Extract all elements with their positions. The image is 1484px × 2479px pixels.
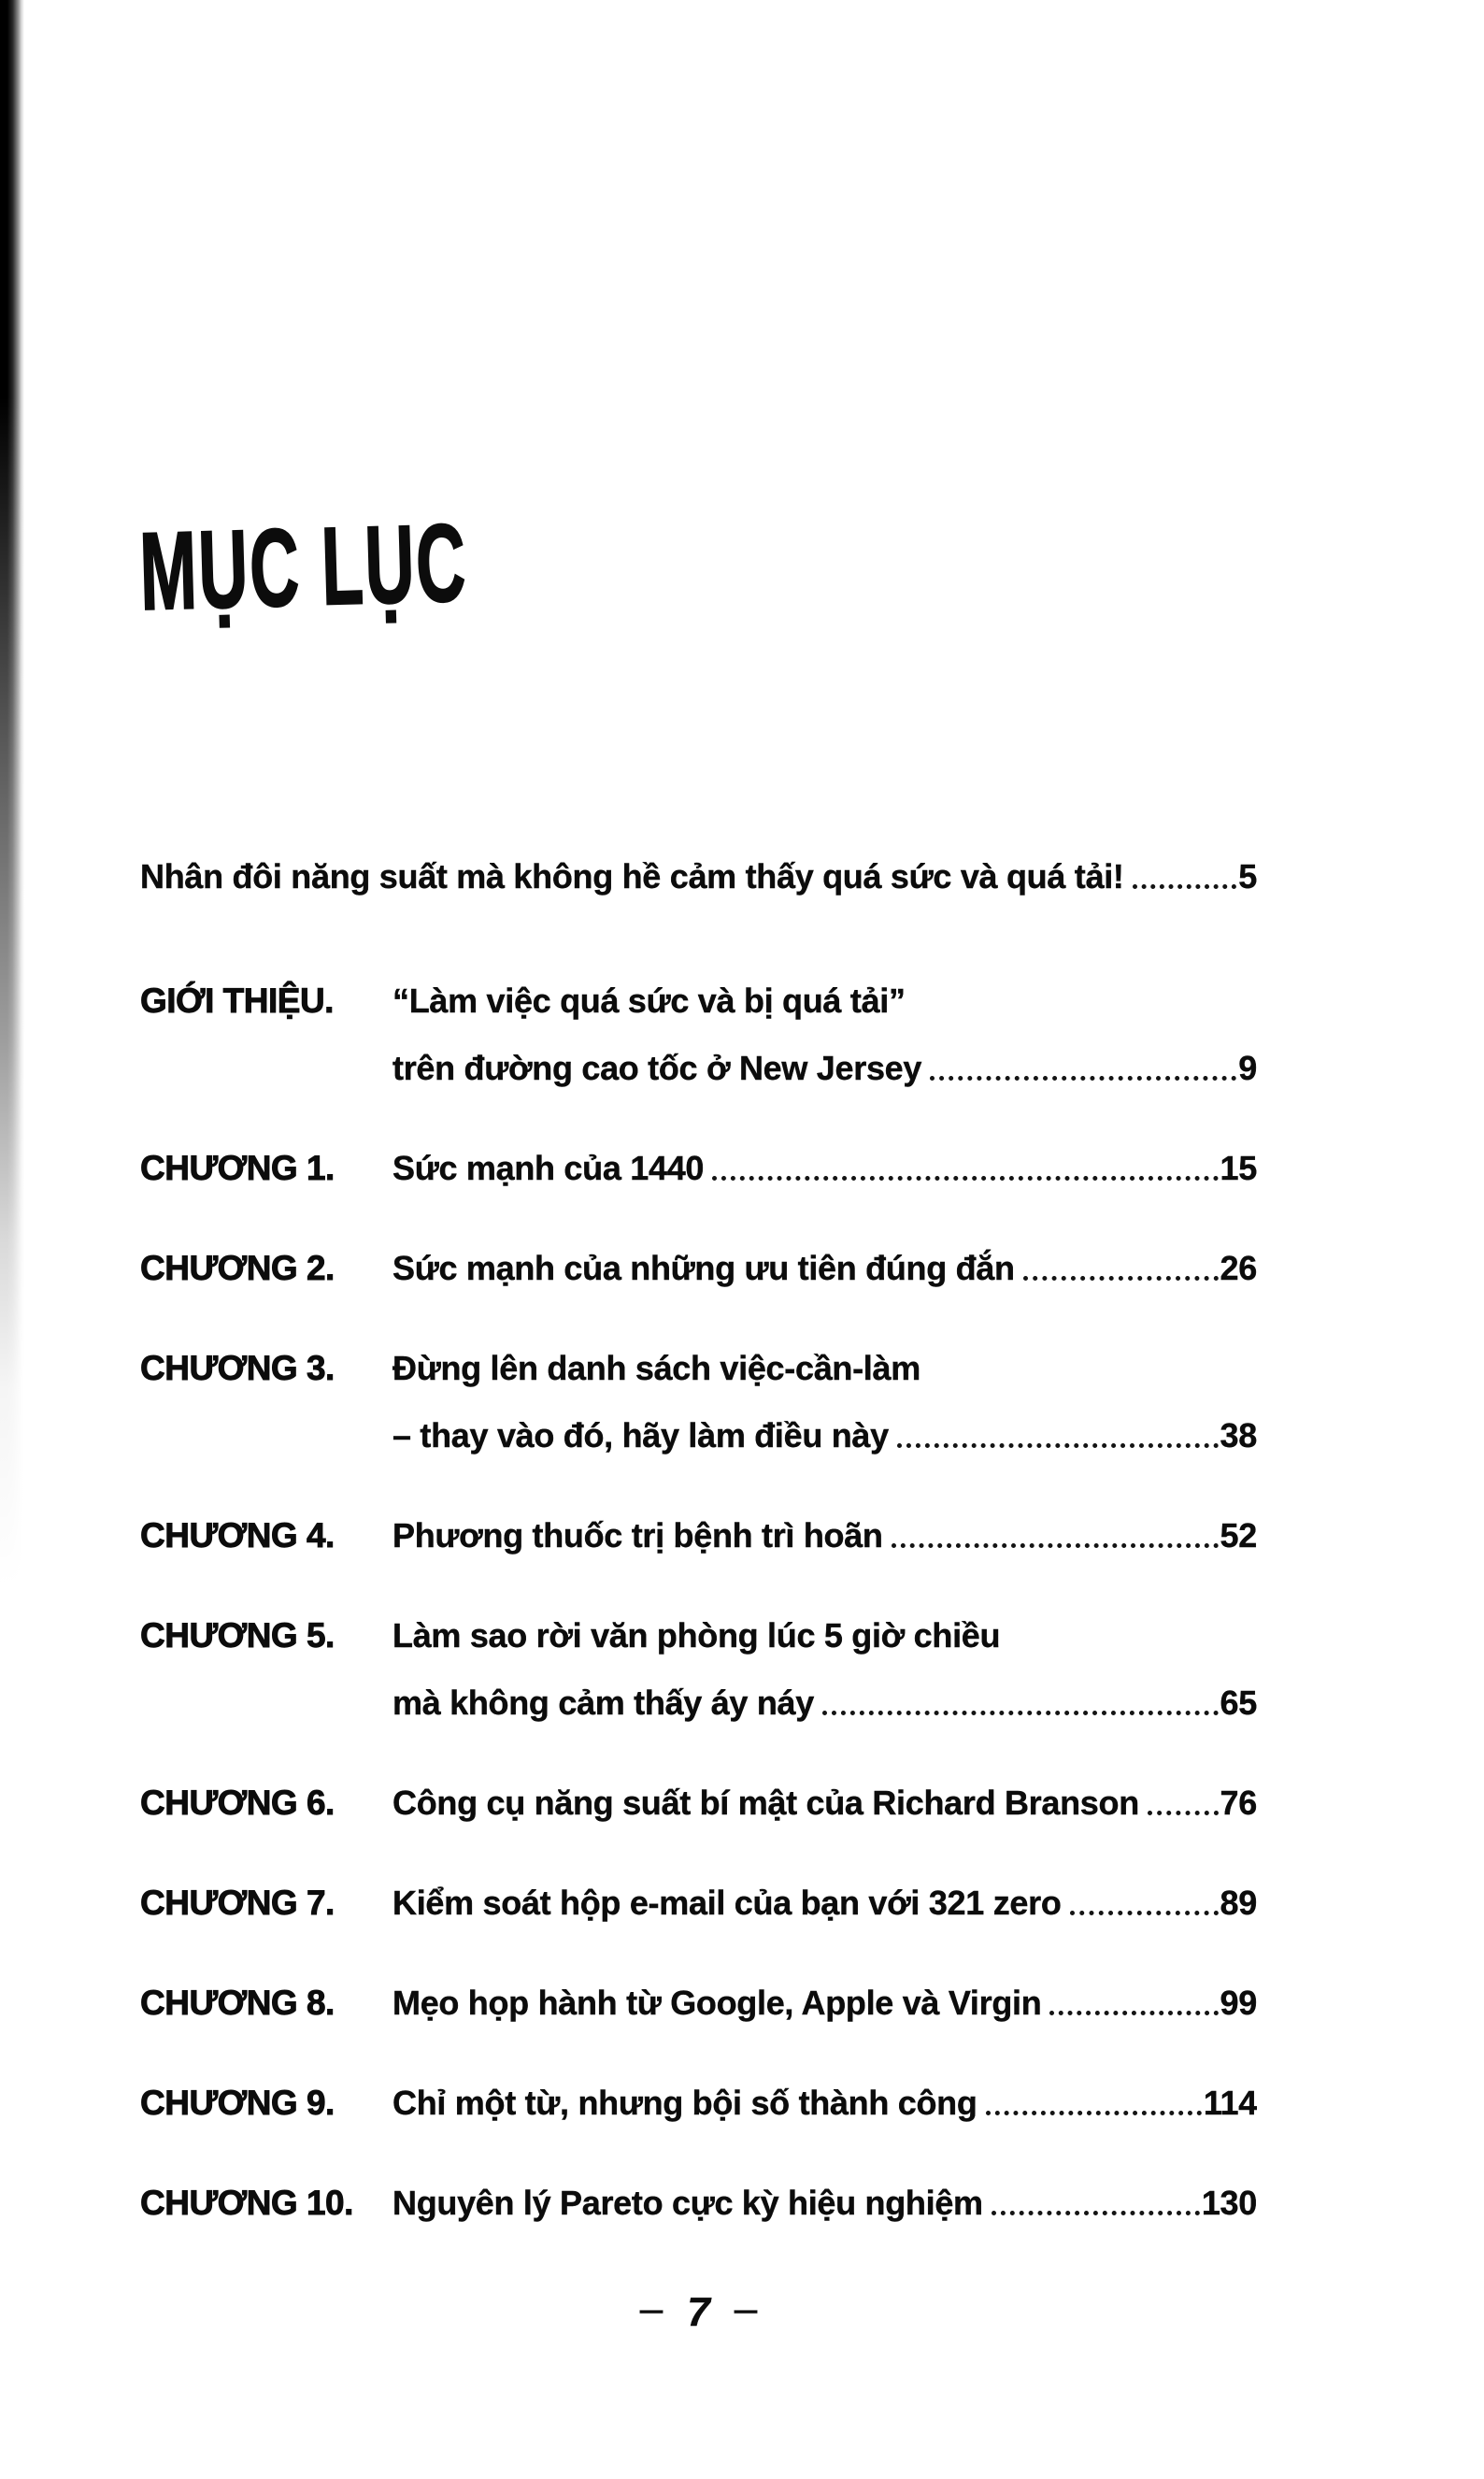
toc-entry-title: – thay vào đó, hãy làm điều này bbox=[392, 1416, 889, 1455]
toc-entry-lines bbox=[392, 1514, 1257, 1556]
toc-entry-line bbox=[392, 1882, 1257, 1924]
toc-entry-line bbox=[392, 1782, 1257, 1824]
dot-leader bbox=[1070, 1911, 1219, 1915]
toc-entry-title: Sức mạnh của 1440 bbox=[392, 1149, 705, 1188]
toc-entry bbox=[140, 1882, 1257, 1924]
toc-entry-page: 52 bbox=[1220, 1516, 1257, 1555]
footer-page-number: 7 bbox=[687, 2289, 710, 2336]
dot-leader bbox=[992, 2211, 1200, 2215]
toc-content bbox=[137, 0, 1257, 2336]
toc-entry-title: Chỉ một từ, nhưng bội số thành công bbox=[392, 2084, 977, 2123]
page-number-footer bbox=[140, 2286, 1257, 2336]
toc-entry bbox=[140, 1247, 1257, 1289]
toc-entry-line bbox=[392, 2082, 1257, 2124]
toc-entry-page: 15 bbox=[1220, 1149, 1257, 1188]
toc-entry-label: CHƯƠNG 2. bbox=[140, 1249, 335, 1288]
dot-leader bbox=[1049, 2011, 1218, 2015]
toc-entry-line bbox=[392, 1514, 1257, 1556]
toc-entry-label: CHƯƠNG 8. bbox=[140, 1984, 335, 2023]
toc-entry-label: GIỚI THIỆU. bbox=[140, 982, 334, 1021]
toc-entry-title: mà không cảm thấy áy náy bbox=[392, 1684, 814, 1723]
toc-entry-line bbox=[392, 980, 1257, 1022]
dot-leader bbox=[986, 2111, 1202, 2115]
toc-entry-line bbox=[392, 1614, 1257, 1656]
toc-entry bbox=[140, 1514, 1257, 1556]
toc-entry-title: Công cụ năng suất bí mật của Richard Branson bbox=[392, 1784, 1139, 1823]
toc-entry-line bbox=[392, 1682, 1257, 1724]
toc-entry-label: CHƯƠNG 4. bbox=[140, 1516, 335, 1555]
toc-entry bbox=[140, 2182, 1257, 2224]
footer-left-dash: – bbox=[639, 2286, 664, 2332]
toc-entry-label: CHƯƠNG 10. bbox=[140, 2184, 353, 2223]
toc-entry-title: Phương thuốc trị bệnh trì hoãn bbox=[392, 1516, 883, 1555]
toc-entry-page: 38 bbox=[1220, 1416, 1257, 1455]
toc-entry-label: CHƯƠNG 9. bbox=[140, 2084, 335, 2123]
toc-entry-page: 76 bbox=[1220, 1784, 1257, 1823]
toc-entry-page: 65 bbox=[1220, 1684, 1257, 1723]
dot-leader bbox=[1148, 1811, 1219, 1815]
toc-entry-title: Nguyên lý Pareto cực kỳ hiệu nghiệm bbox=[392, 2184, 983, 2223]
dot-leader bbox=[712, 1176, 1218, 1181]
toc-entry-page: 9 bbox=[1238, 1049, 1257, 1088]
toc-entry-label: CHƯƠNG 5. bbox=[140, 1616, 335, 1655]
toc-entry bbox=[140, 1347, 1257, 1456]
toc-entry-title: Sức mạnh của những ưu tiên đúng đắn bbox=[392, 1249, 1015, 1288]
toc-entry-page: 130 bbox=[1201, 2184, 1257, 2223]
book-spine-shadow bbox=[0, 0, 24, 2479]
toc-entry-label: CHƯƠNG 3. bbox=[140, 1349, 335, 1388]
toc-entry-title: Kiểm soát hộp e-mail của bạn với 321 zero bbox=[392, 1884, 1062, 1923]
toc-entry-page: 26 bbox=[1220, 1249, 1257, 1288]
toc-list bbox=[140, 980, 1257, 2224]
toc-entry-lines bbox=[392, 980, 1257, 1089]
dot-leader bbox=[892, 1543, 1219, 1548]
toc-entry-lines bbox=[392, 2082, 1257, 2124]
toc-entry-lines bbox=[392, 1614, 1257, 1724]
toc-entry bbox=[140, 1614, 1257, 1724]
toc-entry-line bbox=[392, 1347, 1257, 1389]
toc-entry-line bbox=[392, 1982, 1257, 2024]
dot-leader bbox=[1023, 1276, 1219, 1281]
toc-entry-label: CHƯƠNG 6. bbox=[140, 1784, 335, 1823]
dot-leader bbox=[1133, 884, 1237, 889]
toc-entry-line bbox=[392, 1147, 1257, 1189]
page-title: MỤC LỤC bbox=[137, 501, 469, 634]
toc-entry-label: CHƯƠNG 7. bbox=[140, 1884, 335, 1923]
toc-entry-page: 114 bbox=[1203, 2084, 1257, 2123]
toc-entry-lines bbox=[392, 1982, 1257, 2024]
toc-entry-line bbox=[392, 1414, 1257, 1456]
dot-leader bbox=[822, 1711, 1219, 1715]
toc-entry-lines bbox=[392, 1147, 1257, 1189]
toc-entry-page: 89 bbox=[1220, 1884, 1257, 1923]
toc-entry-lines bbox=[392, 2182, 1257, 2224]
toc-entry-title: Làm sao rời văn phòng lúc 5 giờ chiều bbox=[392, 1616, 1001, 1655]
toc-entry-lines bbox=[392, 1882, 1257, 1924]
toc-entry-title: “Làm việc quá sức và bị quá tải” bbox=[392, 982, 906, 1021]
toc-entry-title: trên đường cao tốc ở New Jersey bbox=[392, 1049, 922, 1088]
toc-intro-entry bbox=[140, 855, 1257, 897]
toc-entry-page: 99 bbox=[1220, 1984, 1257, 2023]
dot-leader bbox=[930, 1076, 1236, 1081]
footer-right-dash: – bbox=[734, 2286, 758, 2332]
toc-entry bbox=[140, 1147, 1257, 1189]
toc-entry-lines bbox=[392, 1247, 1257, 1289]
toc-entry-line bbox=[392, 1047, 1257, 1089]
toc-entry-page: 5 bbox=[1238, 857, 1257, 896]
toc-entry-lines bbox=[392, 1782, 1257, 1824]
toc-entry bbox=[140, 2082, 1257, 2124]
toc-entry-line bbox=[392, 1247, 1257, 1289]
toc-entry-line bbox=[392, 2182, 1257, 2224]
toc-entry-title: Nhân đôi năng suất mà không hề cảm thấy quá sức và quá tải! bbox=[140, 857, 1124, 896]
toc-entry bbox=[140, 980, 1257, 1089]
toc-entry-title: Đừng lên danh sách việc-cần-làm bbox=[392, 1349, 920, 1388]
toc-entry-title: Mẹo họp hành từ Google, Apple và Virgin bbox=[392, 1984, 1042, 2023]
dot-leader bbox=[897, 1443, 1219, 1448]
toc-entry-label: CHƯƠNG 1. bbox=[140, 1149, 335, 1188]
toc-entry-lines bbox=[392, 1347, 1257, 1456]
toc-entry bbox=[140, 1782, 1257, 1824]
toc-entry bbox=[140, 1982, 1257, 2024]
